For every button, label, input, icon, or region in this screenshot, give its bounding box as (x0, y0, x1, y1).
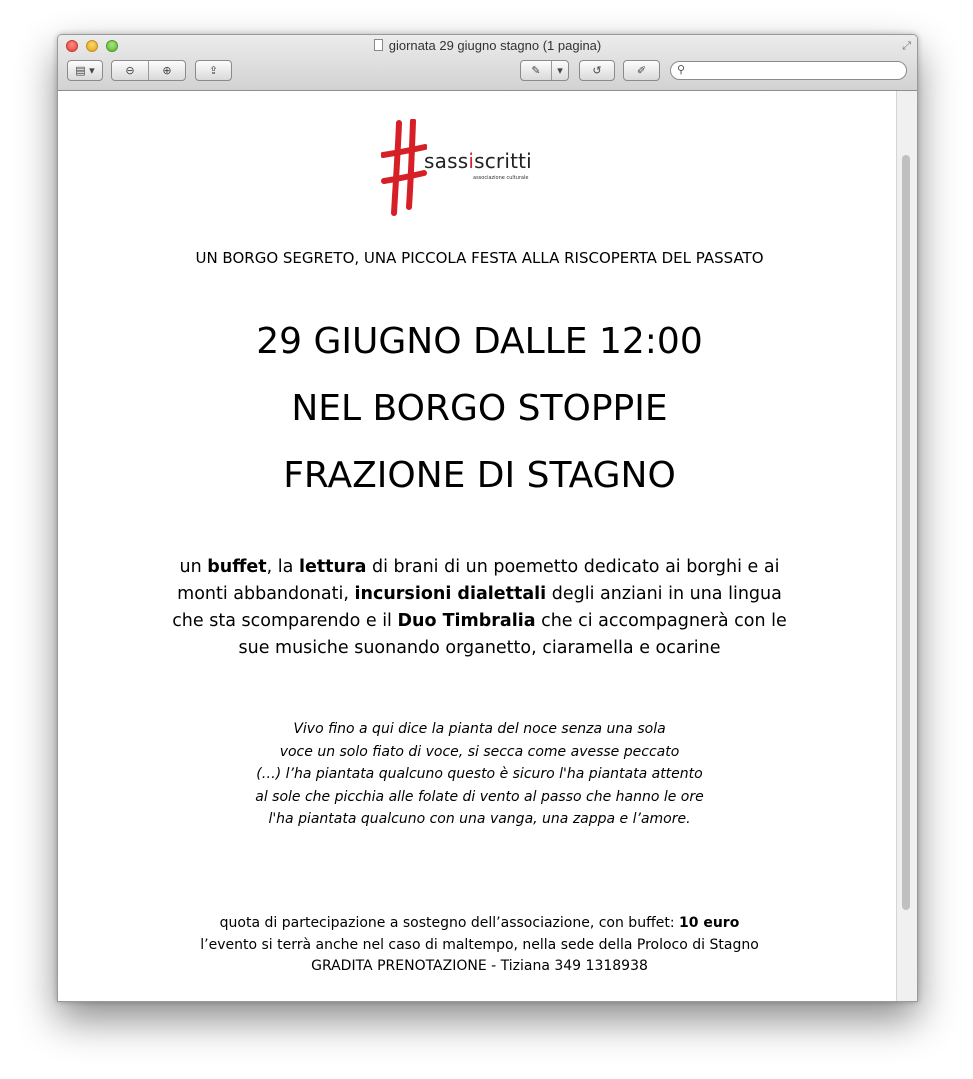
logo-wordmark (424, 149, 532, 173)
logo-text-part: critti (484, 149, 532, 173)
desc-text: , la (266, 557, 299, 577)
event-footer (63, 913, 896, 978)
edit-toolbar-icon: ✐ (636, 64, 647, 77)
document-page (63, 91, 896, 1001)
window-title-text: giornata 29 giugno stagno (1 pagina) (388, 38, 602, 53)
logo-text-part: sass (424, 149, 469, 173)
search-icon: ⚲ (677, 63, 686, 76)
poem-line: l'ha piantata qualcuno con una vanga, una zappa e l’amore. (268, 811, 691, 827)
logo-subtitle: associazione culturale (473, 175, 529, 181)
zoom-out-icon: ⊖ (125, 64, 135, 77)
poem-line: al sole che picchia alle folate di vento al passo che hanno le ore (255, 788, 704, 805)
annotate-buttons (520, 60, 569, 81)
price-line (63, 913, 896, 935)
poem-line: (…) l’ha piantata qualcuno questo è sicuro l'ha piantata attento (256, 766, 703, 782)
booking-line: GRADITA PRENOTAZIONE - Tiziana 349 1318938 (311, 958, 648, 974)
sidebar-toggle-button[interactable] (67, 60, 103, 81)
desc-text: di brani di un poemetto dedicato ai borghi e ai monti abbandonati, (177, 557, 780, 604)
window-title (58, 38, 917, 53)
fullscreen-icon[interactable]: ⤢ (902, 39, 911, 52)
zoom-buttons (111, 60, 186, 81)
desc-bold: incursioni dialettali (354, 584, 547, 604)
vertical-scrollbar[interactable] (896, 91, 917, 1001)
desc-bold: Duo Timbralia (397, 611, 536, 631)
pen-icon: ✎ (531, 64, 541, 77)
desc-text: degli anziani in una lingua che sta scomparendo e il (172, 584, 782, 631)
annotate-menu-button[interactable] (551, 61, 568, 80)
annotate-button[interactable] (521, 61, 551, 80)
headline-place: NEL BORGO STOPPIE (291, 388, 668, 429)
headline-frazione: FRAZIONE DI STAGNO (283, 455, 676, 496)
zoom-in-icon: ⊕ (162, 64, 172, 77)
share-button[interactable] (195, 60, 232, 81)
hash-logo-icon (381, 119, 427, 217)
event-description (63, 554, 896, 662)
scroll-thumb[interactable] (902, 155, 910, 910)
price-text: quota di partecipazione a sostegno dell’associazione, con buffet: (219, 915, 679, 931)
sassiscritti-logo (381, 119, 551, 219)
price-amount: 10 euro (678, 915, 740, 931)
share-icon: ⇪ (208, 64, 219, 77)
desc-bold: buffet (207, 557, 267, 577)
poem-line: voce un solo fiato di voce, si secca come avesse peccato (279, 743, 680, 760)
edit-button[interactable] (623, 60, 660, 81)
desc-text: che ci accompagnerà con le sue musiche suonando organetto, ciaramella e ocarine (238, 611, 787, 658)
rotate-button[interactable] (579, 60, 615, 81)
desc-text: un (179, 557, 208, 577)
poem-excerpt (63, 718, 896, 831)
search-input[interactable] (670, 61, 907, 80)
poem-line: Vivo fino a qui dice la pianta del noce senza una sola (293, 721, 666, 737)
desc-bold: lettura (298, 557, 367, 577)
chevron-down-icon: ▾ (557, 64, 563, 77)
logo-text-part: s (474, 149, 485, 173)
sidebar-icon: ▤ ▾ (75, 64, 95, 77)
title-bar (58, 35, 917, 91)
weather-note: l’evento si terrà anche nel caso di maltempo, nella sede della Proloco di Stagno (200, 936, 759, 953)
rotate-icon: ↺ (592, 64, 602, 77)
document-icon (374, 39, 383, 51)
zoom-out-button[interactable] (112, 61, 148, 80)
preview-window (57, 34, 918, 1002)
headline-date: 29 GIUGNO DALLE 12:00 (256, 321, 703, 362)
logo-text-accent: i (468, 149, 475, 173)
tagline: UN BORGO SEGRETO, UNA PICCOLA FESTA ALLA RISCOPERTA DEL PASSATO (195, 249, 764, 267)
zoom-in-button[interactable] (148, 61, 185, 80)
